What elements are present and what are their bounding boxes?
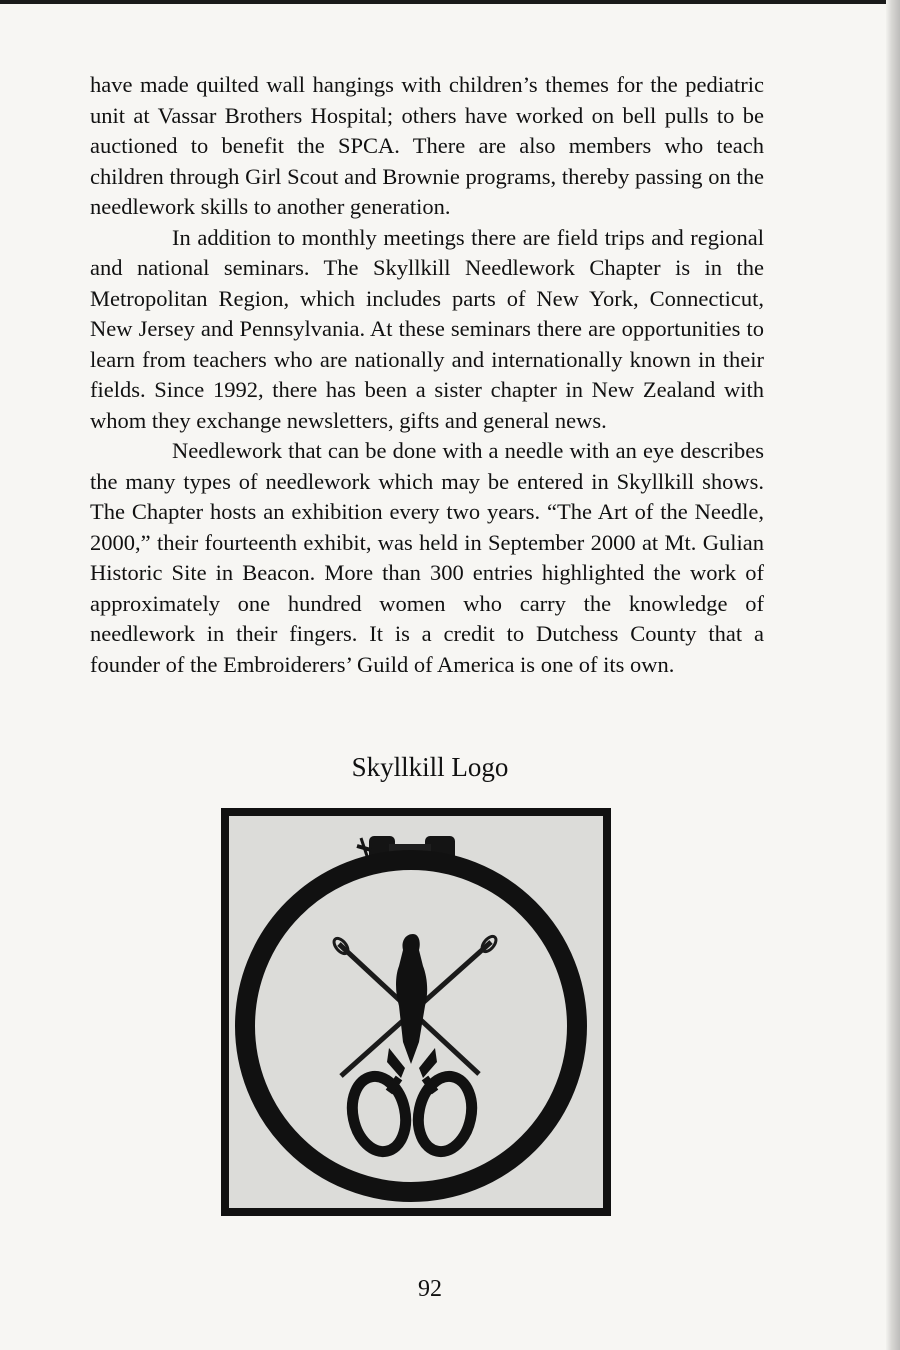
paragraph-3: Needlework that can be done with a needle with an eye describes the many types of needlework which may be entered in Skyllkill shows. The Chapter hosts an exhibition every two years. “The Art of the Needle, 2000,” their fourteenth exhibit, was held in September 2000 at Mt. Gulian Historic Site in Beacon. More than 300 entries highlighted the work of approximately one hundred women who carry the knowledge of needlework in their fingers. It is a credit to Dutchess County that a founder of the Embroiderers’ Guild of America is one of its own. <box>90 438 764 677</box>
logo-caption: Skyllkill Logo <box>351 752 509 782</box>
page-number: 92 <box>418 1276 442 1302</box>
skyllkill-logo-image <box>229 816 603 1208</box>
page-binding-shadow <box>886 0 900 1350</box>
logo-image-frame <box>221 808 611 1216</box>
paragraph-1: have made quilted wall hangings with children’s themes for the pediatric unit at Vassar Brothers Hospital; others have worked on bell pulls to be auctioned to benefit the SPCA. There are also members who teach children through Girl Scout and Brownie programs, thereby passing on the needlework skills to another generation. <box>90 72 764 219</box>
paragraph-2: In addition to monthly meetings there are field trips and regional and national seminars. The Skyllkill Needlework Chapter is in the Metropolitan Region, which includes parts of New York, Connecticut, New Jersey and Pennsylvania. At these seminars there are opportunities to learn from teachers who are nationally and internationally known in their fields. Since 1992, there has been a sister chapter in New Zealand with whom they exchange newsletters, gifts and general news. <box>90 224 764 433</box>
page-top-edge <box>0 0 900 4</box>
embroidery-hoop-scissors-icon <box>229 816 603 1208</box>
body-text <box>90 70 764 680</box>
scissors-icon <box>387 934 437 1078</box>
